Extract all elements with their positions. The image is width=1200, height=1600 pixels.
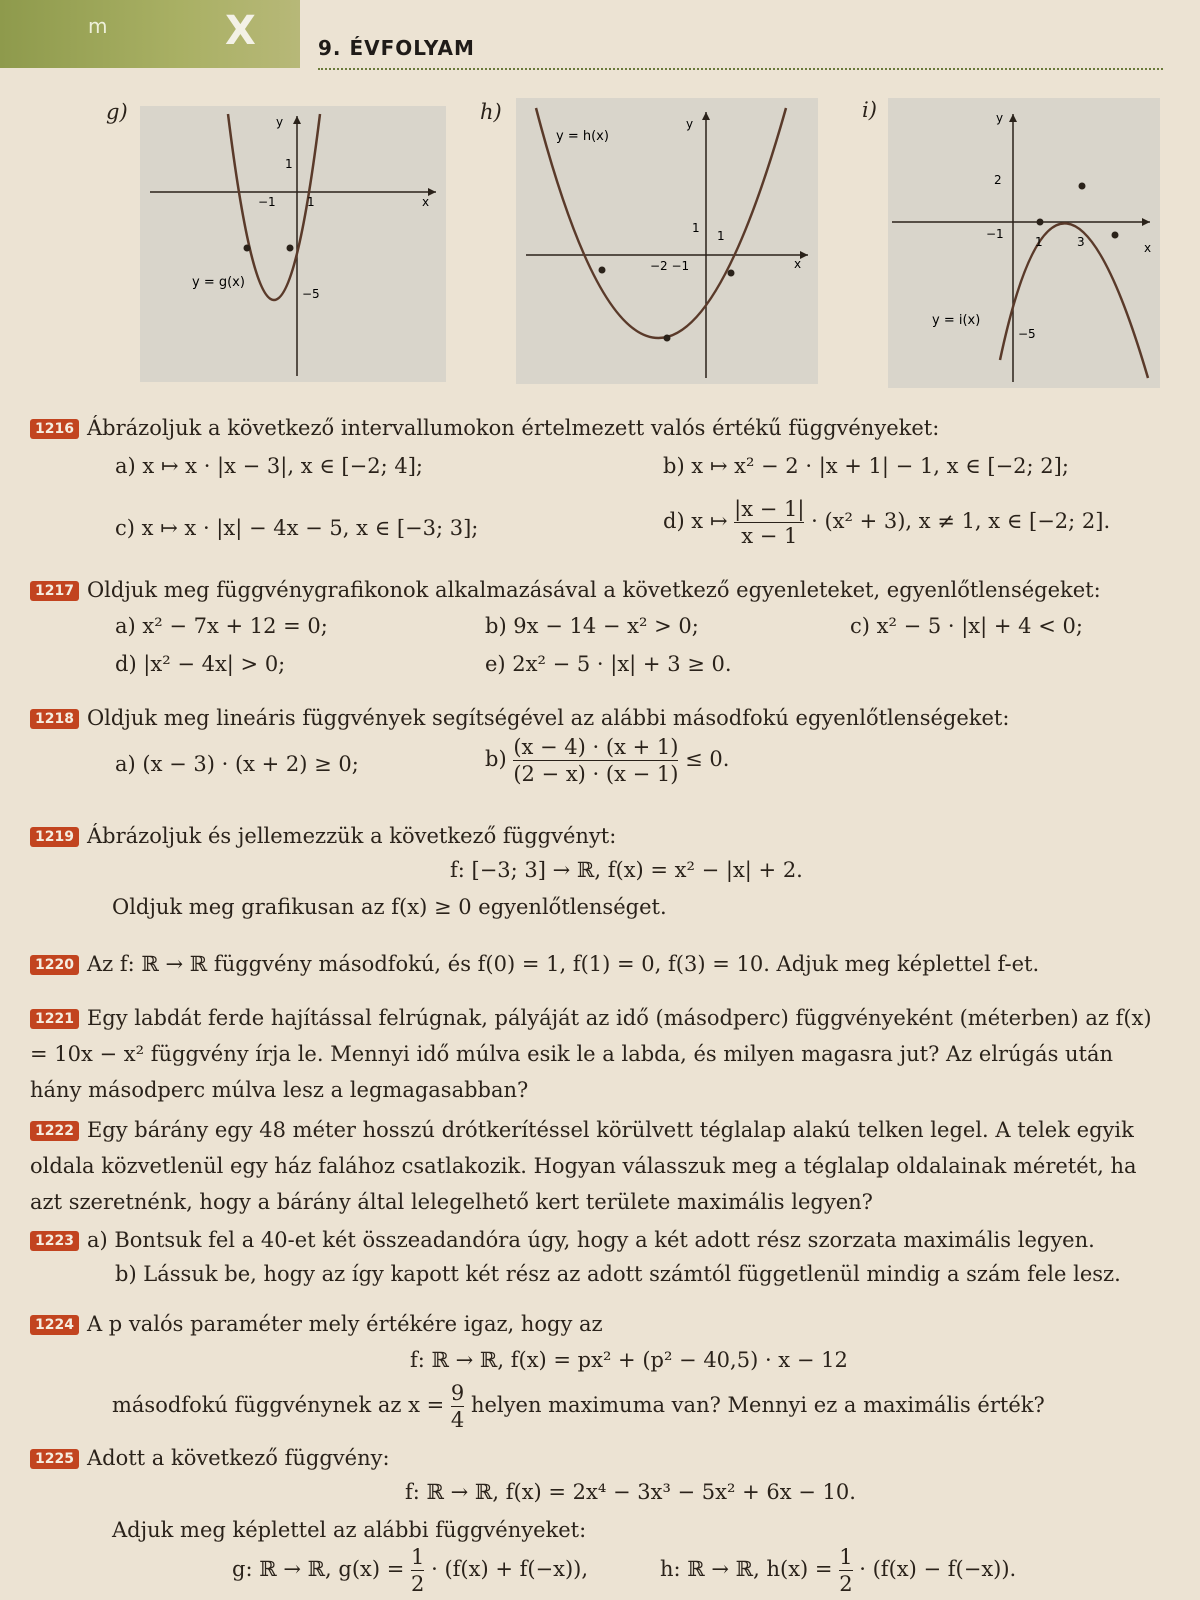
corner-text: m [88,14,108,38]
task-1217-e: e) 2x² − 5 · |x| + 3 ≥ 0. [485,652,732,676]
curve-point [728,270,735,277]
task-1216 [30,410,1180,446]
x-axis-arrow [1142,218,1150,226]
task-text: Egy bárány egy 48 méter hosszú drótkerítéssel körülvett téglalap alakú telken legel. A telek egyik oldala közvetlenül egy ház falához csatlakozik. Hogyan válasszuk meg a téglalap oldalainak méretét, ha azt szeretnénk, hogy a bárány által lelegelhető kert területe maximális legyen? [30,1118,1137,1214]
fraction [839,1544,852,1597]
task-text: Oldjuk meg lineáris függvények segítségével az alábbi másodfokú egyenlőtlenségeket: [86,706,1010,730]
numerator: 1 [839,1545,853,1569]
graph-g-label: g) [106,100,128,124]
task-1219 [30,818,1180,854]
x-axis-arrow [428,188,436,196]
task-1223-b: b) Lássuk be, hogy az így kapott két rész az adott számtól függetlenül mindig a szám fele lesz. [115,1262,1121,1286]
tick-x-neg: −1 [986,227,1004,241]
x-axis-label: x [794,257,802,271]
curve-point [287,245,294,252]
task-text: Egy labdát ferde hajítással felrúgnak, pályáját az idő (másodperc) függvényeként (méterben) az f(x) = 10x − x² függvény írja le. Mennyi idő múlva esik le a labda, és milyen magasra jut? Az elrúgás után hány másodperc múlva lesz a legmagasabban? [30,1006,1152,1102]
denominator: 2 [411,1572,425,1596]
curve-point [599,267,606,274]
task-1224-text2 [112,1380,1045,1433]
b-prefix: b) [485,747,507,771]
curve-point [1037,219,1044,226]
fraction [411,1544,424,1597]
x-axis-label: x [422,195,430,209]
graph-i-label: i) [862,98,877,122]
task-text: Adott a következő függvény: [86,1446,390,1470]
numerator: |x − 1| [734,497,805,521]
graph-g-plot [140,106,446,382]
task-number: 1219 [30,827,79,847]
chapter-corner [0,0,300,68]
tick-y-pos: 1 [285,157,293,171]
task-1225-h [660,1544,1016,1597]
tick-x-neg: −2 −1 [650,259,690,273]
tick-y-neg: −5 [302,287,320,301]
denominator: 4 [450,1408,465,1432]
y-axis-arrow [1009,114,1017,122]
y-axis-arrow [702,112,710,120]
task-1218 [30,700,1180,736]
graph-i-plot [888,98,1160,388]
task-1219-text2: Oldjuk meg grafikusan az f(x) ≥ 0 egyenlőtlenséget. [112,895,667,919]
g-prefix: g: ℝ → ℝ, g(x) = [232,1557,405,1581]
task-number: 1218 [30,709,79,729]
numerator: (x − 4) · (x + 1) [513,735,679,759]
task-1217-b: b) 9x − 14 − x² > 0; [485,614,699,638]
task-text: Ábrázoljuk és jellemezzük a következő függvényt: [86,824,617,848]
task-number: 1223 [30,1231,79,1251]
graph-i-curve [1000,223,1148,378]
b-suffix: ≤ 0. [685,747,730,771]
curve-point [1112,232,1119,239]
numerator: 9 [450,1381,465,1405]
text2-suffix: helyen maximuma van? Mennyi ez a maximális érték? [470,1393,1045,1417]
task-number: 1217 [30,581,79,601]
numerator: 1 [411,1545,425,1569]
task-1216-b: b) x ↦ x² − 2 · |x + 1| − 1, x ∈ [−2; 2]; [663,454,1069,478]
tick-x-pos: 1 [717,229,725,243]
task-number: 1222 [30,1121,79,1141]
header-divider [318,68,1163,70]
denominator: x − 1 [734,522,804,549]
text2-prefix: másodfokú függvénynek az x = [112,1393,445,1417]
chapter-mark: X [225,8,256,54]
task-1225-g [232,1544,588,1597]
graph-h-plot [516,98,818,384]
func-label: y = h(x) [556,129,609,144]
task-1216-c: c) x ↦ x · |x| − 4x − 5, x ∈ [−3; 3]; [115,516,479,540]
func-label: y = g(x) [192,275,245,290]
task-1222 [30,1112,1160,1220]
task-1219-formula: f: [−3; 3] → ℝ, f(x) = x² − |x| + 2. [450,858,803,882]
task-text: Az f: ℝ → ℝ függvény másodfokú, és f(0) = 1, f(1) = 0, f(3) = 10. Adjuk meg képlettel f-et. [86,952,1040,976]
graph-i [888,98,1160,388]
task-1218-b [485,734,729,787]
task-1217-a: a) x² − 7x + 12 = 0; [115,614,328,638]
func-label: y = i(x) [932,313,981,328]
h-prefix: h: ℝ → ℝ, h(x) = [660,1557,833,1581]
x-axis-label: x [1144,241,1152,255]
fraction [513,734,678,787]
task-text: Oldjuk meg függvénygrafikonok alkalmazásával a következő egyenleteket, egyenlőtlenségeket: [86,578,1101,602]
task-1225 [30,1440,1180,1476]
graph-h [516,98,818,384]
x-axis-arrow [800,251,808,259]
task-1224 [30,1306,1180,1342]
y-axis-arrow [293,116,301,124]
task-1217-c: c) x² − 5 · |x| + 4 < 0; [850,614,1083,638]
task-1223 [30,1222,1180,1258]
graph-h-label: h) [480,100,502,124]
y-axis-label: y [276,115,284,129]
task-number: 1216 [30,419,79,439]
curve-point [664,335,671,342]
h-suffix: · (f(x) − f(−x)). [859,1557,1017,1581]
tick-y-pos: 1 [692,221,700,235]
curve-point [244,245,251,252]
task-1216-a: a) x ↦ x · |x − 3|, x ∈ [−2; 4]; [115,454,423,478]
task-number: 1224 [30,1315,79,1335]
task-1224-formula: f: ℝ → ℝ, f(x) = px² + (p² − 40,5) · x − 12 [410,1348,848,1372]
tick-x-pos: 1 [307,195,315,209]
graph-g [140,106,446,382]
task-number: 1221 [30,1009,79,1029]
y-axis-label: y [996,111,1004,125]
tick-x-neg: −1 [258,195,276,209]
task-1218-a: a) (x − 3) · (x + 2) ≥ 0; [115,752,359,776]
task-1225-formula: f: ℝ → ℝ, f(x) = 2x⁴ − 3x³ − 5x² + 6x − 10. [405,1480,856,1504]
task-number: 1225 [30,1449,79,1469]
task-text: A p valós paraméter mely értékére igaz, hogy az [86,1312,603,1336]
page-title: 9. ÉVFOLYAM [318,36,475,60]
denominator: 2 [839,1572,853,1596]
tick-x-3: 3 [1077,235,1085,249]
task-1216-d [663,496,1110,549]
task-number: 1220 [30,955,79,975]
fraction [734,496,804,549]
g-suffix: · (f(x) + f(−x)), [431,1557,589,1581]
task-1217-d: d) |x² − 4x| > 0; [115,652,286,676]
task-1220 [30,946,1180,982]
denominator: (2 − x) · (x − 1) [513,762,679,786]
tick-x-1: 1 [1035,235,1043,249]
d-prefix: d) x ↦ [663,509,728,533]
y-axis-label: y [686,117,694,131]
fraction [451,1380,464,1433]
task-1223-a: a) Bontsuk fel a 40-et két összeadandóra úgy, hogy a két adott rész szorzata maximális legyen. [86,1228,1095,1252]
d-suffix: · (x² + 3), x ≠ 1, x ∈ [−2; 2]. [811,509,1111,533]
tick-y-neg: −5 [1018,327,1036,341]
task-text: Ábrázoljuk a következő intervallumokon értelmezett valós értékű függvényeket: [86,416,940,440]
task-1221 [30,1000,1160,1108]
task-1217 [30,572,1180,608]
tick-y-pos: 2 [994,173,1002,187]
curve-point [1079,183,1086,190]
task-1225-text2: Adjuk meg képlettel az alábbi függvényeket: [112,1518,587,1542]
